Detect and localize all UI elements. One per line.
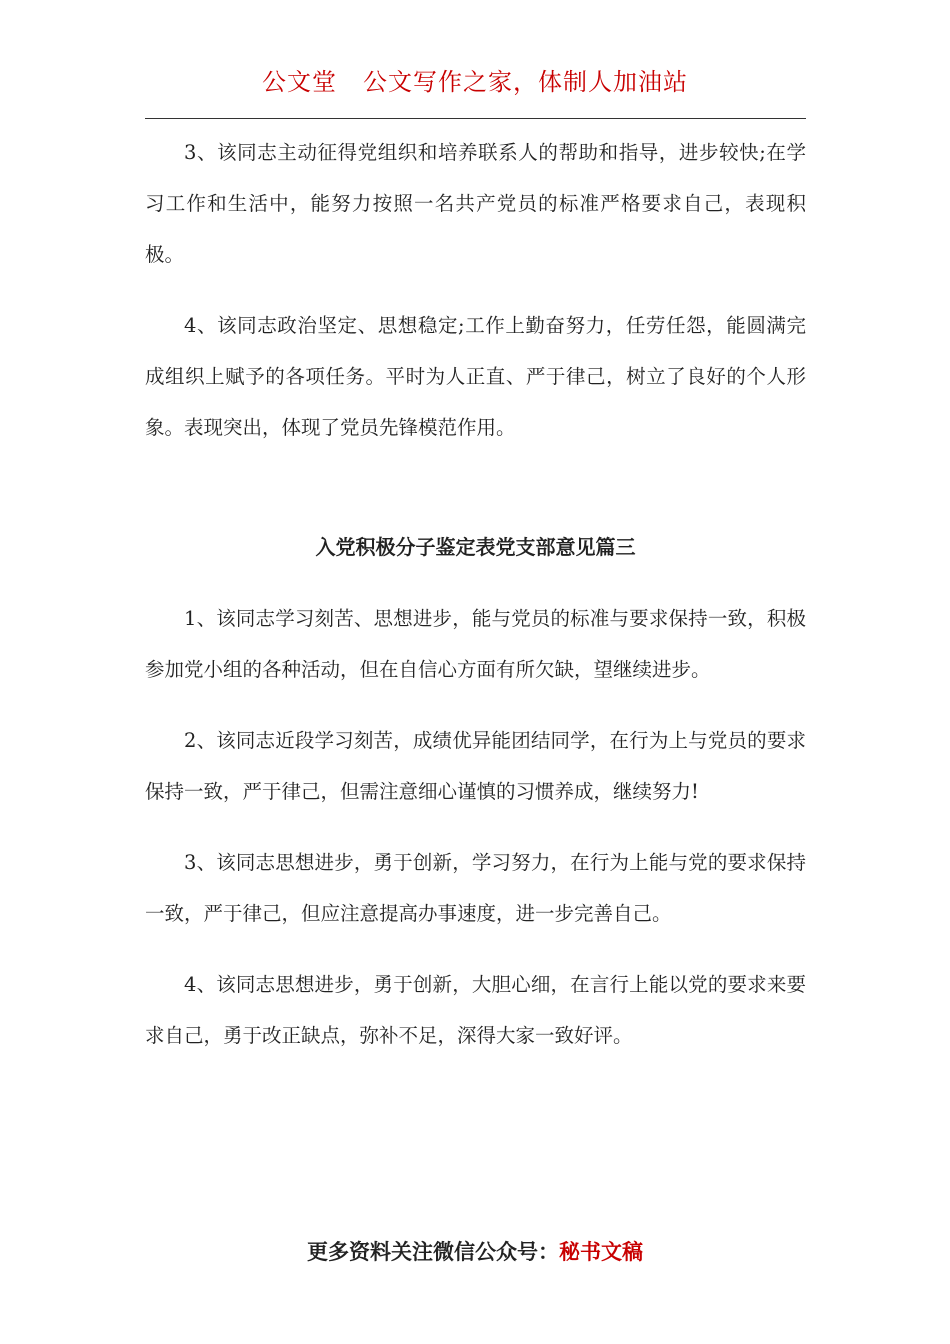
header-brand: 公文堂 bbox=[262, 68, 337, 96]
header-slogan: 公文写作之家，体制人加油站 bbox=[363, 68, 688, 96]
page-header bbox=[0, 62, 950, 97]
section-title: 入党积极分子鉴定表党支部意见篇三 bbox=[315, 535, 636, 559]
document-body bbox=[145, 127, 806, 1081]
footer-account: 秘书文稿 bbox=[559, 1240, 643, 1264]
paragraph: 4、该同志思想进步，勇于创新，大胆心细，在言行上能以党的要求来要求自己，勇于改正缺点，弥补不足，深得大家一致好评。 bbox=[145, 973, 806, 1047]
paragraph: 3、该同志主动征得党组织和培养联系人的帮助和指导，进步较快;在学习工作和生活中，能努力按照一名共产党员的标准严格要求自己，表现积极。 bbox=[145, 141, 806, 266]
paragraph: 1、该同志学习刻苦、思想进步，能与党员的标准与要求保持一致，积极参加党小组的各种活动，但在自信心方面有所欠缺，望继续进步。 bbox=[145, 607, 806, 681]
paragraph: 4、该同志政治坚定、思想稳定;工作上勤奋努力，任劳任怨，能圆满完成组织上赋予的各项任务。平时为人正直、严于律己，树立了良好的个人形象。表现突出，体现了党员先锋模范作用。 bbox=[145, 314, 806, 439]
header-divider bbox=[145, 118, 806, 119]
paragraph: 3、该同志思想进步，勇于创新，学习努力，在行为上能与党的要求保持一致，严于律己，但应注意提高办事速度，进一步完善自己。 bbox=[145, 851, 806, 925]
page-footer bbox=[0, 1236, 950, 1266]
paragraph: 2、该同志近段学习刻苦，成绩优异能团结同学，在行为上与党员的要求保持一致，严于律己，但需注意细心谨慎的习惯养成，继续努力! bbox=[145, 729, 806, 803]
footer-prefix: 更多资料关注微信公众号： bbox=[307, 1240, 559, 1264]
